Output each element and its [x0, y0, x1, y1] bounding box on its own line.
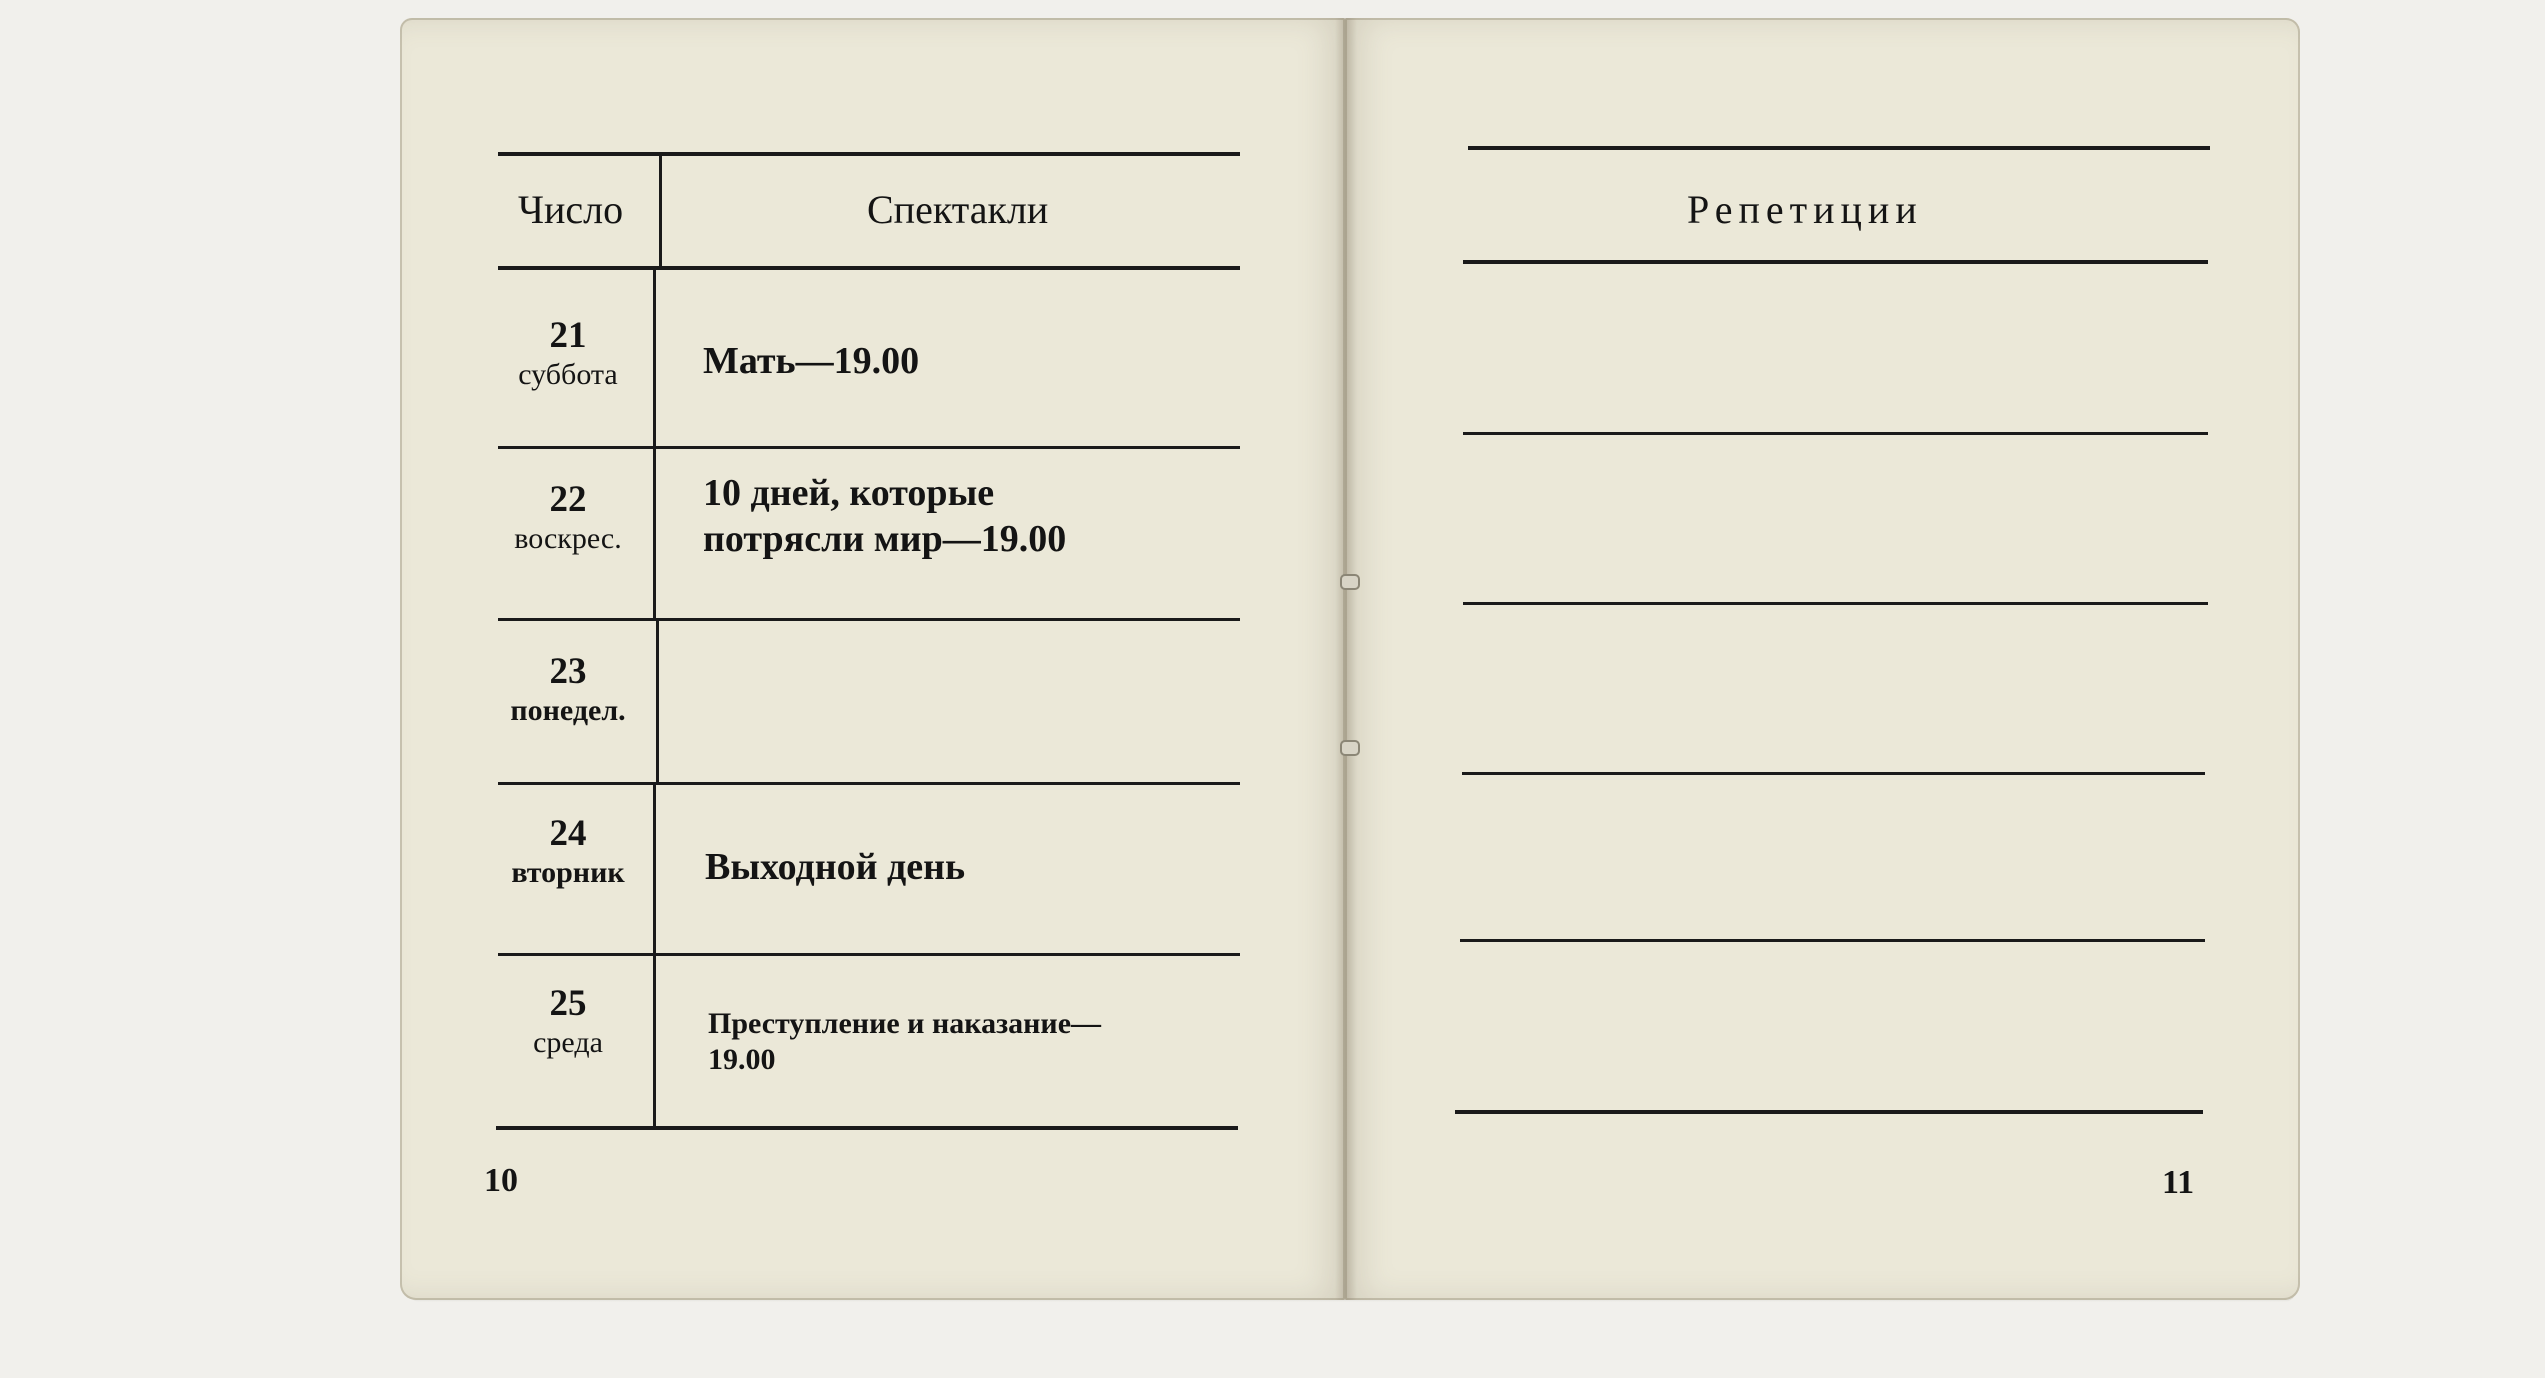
performance-line: Мать—19.00 — [703, 340, 920, 382]
performance-line: потрясли мир—19.00 — [703, 518, 1067, 560]
page-number-left: 10 — [484, 1162, 518, 1199]
row-divider-line — [653, 785, 656, 954]
booklet — [400, 18, 2300, 1300]
rehearsals-column-header: Репетиции — [1687, 187, 1923, 232]
date-column-header: Число — [518, 187, 624, 232]
weekday-label: понедел. — [510, 694, 626, 727]
weekday-label: среда — [533, 1026, 603, 1059]
day-number: 25 — [549, 983, 587, 1024]
performance-line: Преступление и наказание— — [708, 1007, 1102, 1040]
header-column-divider — [659, 154, 662, 268]
performance-entry — [703, 470, 1066, 562]
row-rule — [498, 618, 1240, 621]
performance-entry — [705, 844, 965, 890]
row-divider-line — [656, 621, 659, 782]
row-rule — [498, 953, 1240, 956]
row-rule — [1463, 602, 2208, 605]
performance-line: 10 дней, которые — [703, 472, 995, 514]
performance-entry — [703, 338, 919, 384]
weekday-label: вторник — [511, 856, 625, 889]
performance-line: Выходной день — [705, 846, 966, 888]
table-bottom-rule — [1455, 1110, 2203, 1114]
right-page — [1345, 18, 2300, 1300]
staple — [1340, 574, 1360, 590]
date-cell — [488, 814, 648, 892]
left-page — [400, 18, 1345, 1300]
day-number: 21 — [549, 315, 587, 356]
performance-line: 19.00 — [708, 1043, 776, 1076]
row-rule — [1463, 432, 2208, 435]
spine-fold — [1335, 18, 1357, 1300]
date-cell — [488, 984, 648, 1062]
performance-entry — [708, 1006, 1101, 1078]
weekday-label: суббота — [518, 358, 618, 391]
row-rule — [498, 782, 1240, 785]
performances-column-header: Спектакли — [867, 187, 1049, 232]
day-number: 22 — [549, 479, 587, 520]
header-bottom-rule — [1463, 260, 2208, 264]
table-top-rule — [498, 152, 1240, 156]
row-rule — [498, 446, 1240, 449]
weekday-label: воскрес. — [514, 522, 622, 555]
staple — [1340, 740, 1360, 756]
day-number: 24 — [549, 813, 587, 854]
date-cell — [488, 652, 648, 730]
date-cell — [488, 480, 648, 558]
row-rule — [1462, 772, 2205, 775]
row-divider-line — [653, 956, 656, 1126]
page-number-right: 11 — [2162, 1164, 2195, 1201]
row-divider-line — [653, 449, 656, 619]
row-rule — [1460, 939, 2205, 942]
header-bottom-rule — [498, 266, 1240, 270]
table-top-rule — [1468, 146, 2210, 150]
date-cell — [488, 316, 648, 394]
row-divider-line — [653, 270, 656, 446]
table-bottom-rule — [496, 1126, 1238, 1130]
day-number: 23 — [549, 651, 587, 692]
